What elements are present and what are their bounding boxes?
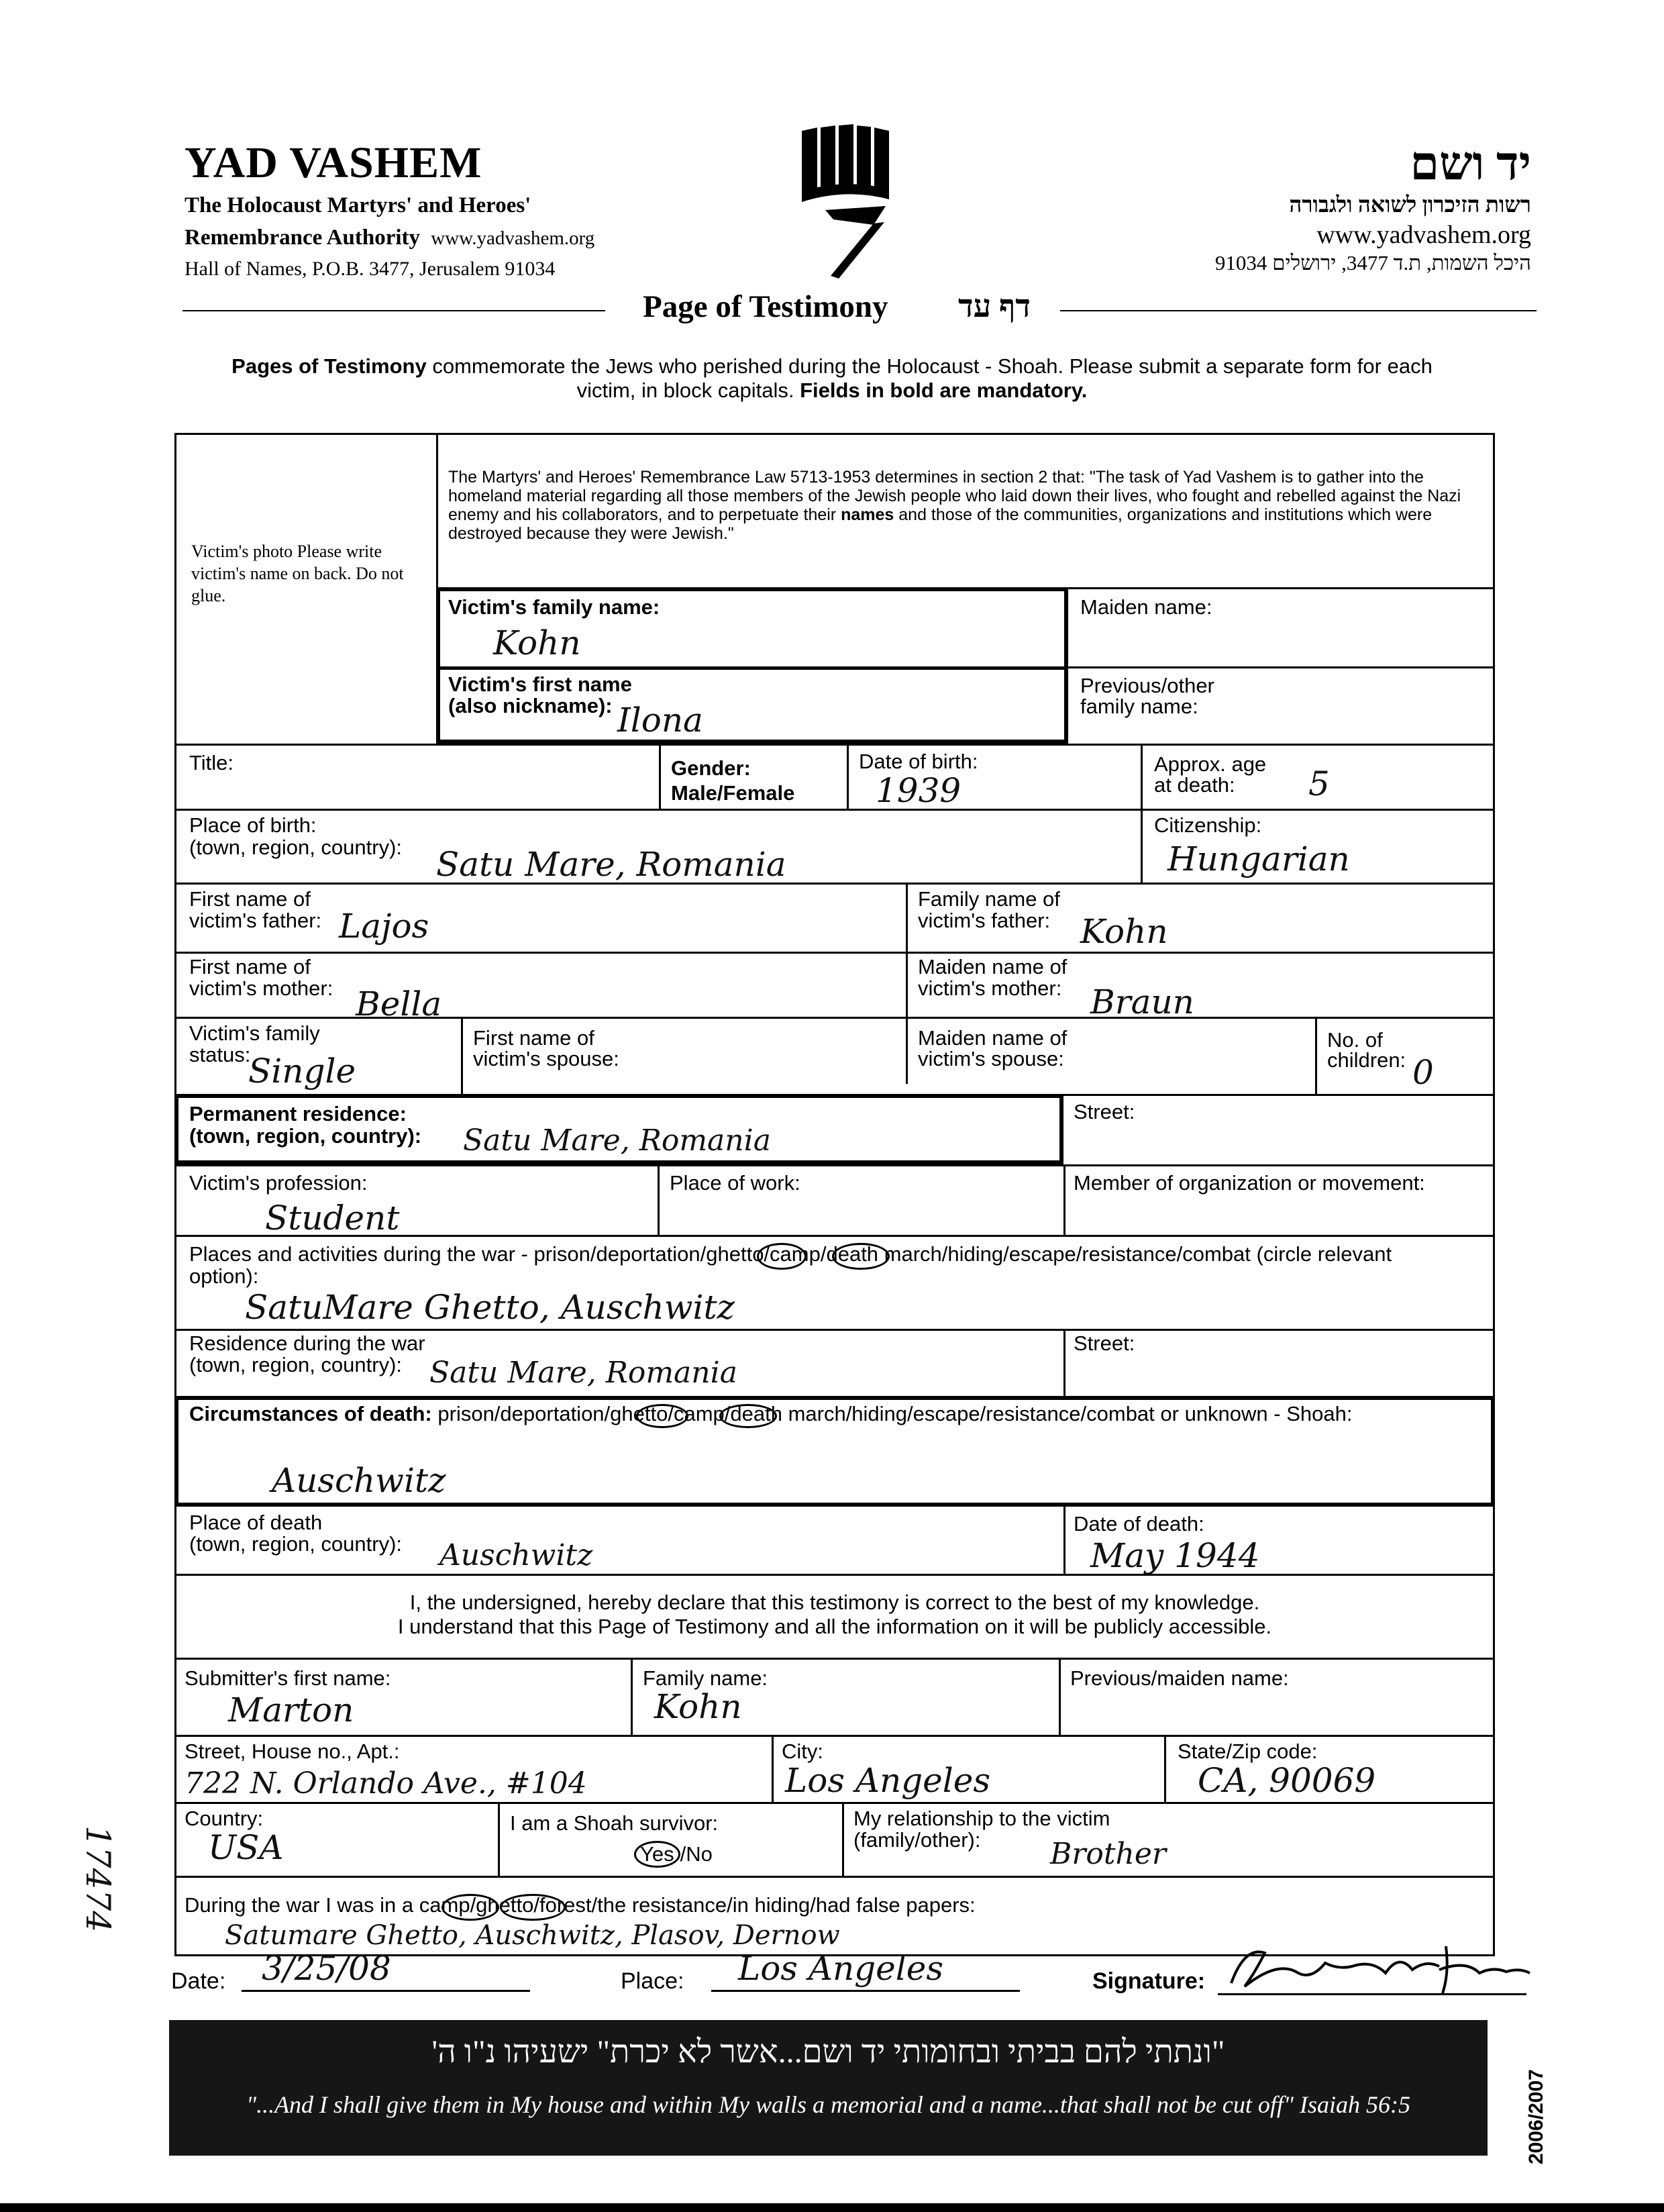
res-war-label-2: (town, region, country):	[189, 1353, 403, 1376]
sub-family-value[interactable]: Kohn	[654, 1687, 742, 1726]
country-value[interactable]: USA	[208, 1828, 284, 1867]
camp-circle-mark	[832, 1243, 890, 1270]
law-text-2: and those of the communities, organizations and institutions which were destroyed because they were Jewish."	[448, 505, 1433, 543]
gender-label-2: Male/Female	[671, 781, 795, 805]
intro-rest-1: commemorate the Jews who perished during the Holocaust - Shoah. Please submit a separate form for each	[426, 354, 1433, 378]
div-sub-prev	[1059, 1658, 1061, 1735]
spouse-first-label-1: First name of	[473, 1026, 594, 1050]
spouse-maiden-label-2: victim's spouse:	[918, 1047, 1064, 1070]
scan-edge	[0, 2203, 1664, 2212]
date-underline	[242, 1990, 530, 1992]
intro-line-2	[168, 379, 1496, 403]
relationship-label-1: My relationship to the victim	[853, 1807, 1110, 1830]
hebrew-address: היכל השמות, ת.ד 3477, ירושלים 91034	[1214, 251, 1531, 274]
date-death-label: Date of death:	[1074, 1512, 1204, 1536]
relationship-value[interactable]: Brother	[1050, 1837, 1166, 1871]
header-rule-left	[183, 310, 605, 311]
div-children	[1315, 1017, 1317, 1094]
form-title: Page of Testimony	[643, 289, 888, 324]
div-date-death	[1063, 1507, 1065, 1574]
ghetto-circle-mark	[757, 1243, 807, 1270]
intro-text	[168, 354, 1496, 403]
div-dob	[847, 744, 849, 809]
row-pob-top	[174, 809, 1495, 811]
div-father	[906, 883, 908, 1084]
prev-family-label-1: Previous/other	[1080, 674, 1214, 697]
country-label: Country:	[185, 1807, 264, 1830]
places-label-2: option):	[189, 1264, 259, 1288]
circ-ghetto-circle-mark	[636, 1404, 688, 1428]
family-name-label: Victim's family name:	[448, 595, 660, 619]
profession-label: Victim's profession:	[189, 1171, 368, 1195]
mother-maiden-value[interactable]: Braun	[1090, 983, 1194, 1021]
street-label: Street:	[1074, 1100, 1135, 1123]
div-age	[1141, 744, 1143, 809]
maiden-row-bottom	[1068, 666, 1495, 668]
place-death-label-1: Place of death	[189, 1511, 323, 1534]
perm-res-value[interactable]: Satu Mare, Romania	[463, 1123, 771, 1158]
during-war-label: During the war I was in a camp/ghetto/forest/the resistance/in hiding/had false papers:	[185, 1893, 976, 1917]
survivor-label: I am a Shoah survivor:	[510, 1811, 719, 1835]
survivor-yes[interactable]: Yes	[634, 1841, 680, 1868]
survivor-options	[634, 1841, 713, 1868]
father-family-label-2: victim's father:	[918, 909, 1051, 932]
law-bold: names	[841, 505, 894, 524]
hebrew-name: יד ושם	[1410, 138, 1531, 190]
footer-hebrew-quote: "ונתתי להם בביתי ובחומותי יד ושם...אשר לא יכרת" ישעיהו נ"ו ה'	[431, 2034, 1225, 2070]
div-sub-family	[631, 1658, 633, 1735]
res-war-value[interactable]: Satu Mare, Romania	[429, 1356, 737, 1390]
div-gender	[659, 744, 661, 809]
city-value[interactable]: Los Angeles	[785, 1761, 991, 1800]
org-address: Hall of Names, P.O.B. 3477, Jerusalem 91034	[185, 258, 556, 280]
law-text-1: The Martyrs' and Heroes' Remembrance Law 5713-1953 determines in section 2 that: "The task of Yad Vashem is to gather into the homeland material regarding all those members of the Jewish people who laid down their lives, who fought and rebelled against the Nazi enemy and his collaborators, and to perpetuate their	[448, 468, 1461, 524]
div-state	[1164, 1735, 1166, 1802]
mother-maiden-label-2: victim's mother:	[918, 976, 1062, 1000]
places-label-1: Places and activities during the war - prison/deportation/ghetto/camp/death march/hiding/escape/resistance/combat (circle relevant	[189, 1242, 1392, 1266]
law-text	[448, 468, 1481, 543]
hebrew-website[interactable]: www.yadvashem.org	[1316, 221, 1531, 249]
mother-first-label-2: victim's mother:	[189, 976, 333, 1000]
places-value[interactable]: SatuMare Ghetto, Auschwitz	[245, 1288, 735, 1327]
perm-res-label-2: (town, region, country):	[189, 1124, 422, 1148]
sub-first-label: Submitter's first name:	[185, 1666, 391, 1690]
div-relationship	[842, 1802, 844, 1876]
member-org-label: Member of organization or movement:	[1074, 1171, 1425, 1195]
footer-english-quote: "...And I shall give them in My house and within My walls a memorial and a name...that shall not be cut off" Isaiah 56:5	[246, 2091, 1411, 2118]
age-label-1: Approx. age	[1154, 752, 1267, 776]
res-war-label-1: Residence during the war	[189, 1331, 425, 1355]
div-work	[658, 1164, 660, 1235]
mother-first-label-1: First name of	[189, 955, 311, 978]
children-label-1: No. of	[1327, 1028, 1383, 1052]
row-declare-top	[174, 1574, 1495, 1576]
street-2-label: Street:	[1074, 1331, 1135, 1355]
mother-maiden-label-1: Maiden name of	[918, 955, 1068, 978]
place-value[interactable]: Los Angeles	[738, 1949, 944, 1988]
row-status-top	[174, 1017, 1495, 1019]
sub-first-value[interactable]: Marton	[228, 1691, 354, 1729]
first-name-value[interactable]: Ilona	[617, 701, 703, 740]
street-house-label: Street, House no., Apt.:	[185, 1740, 400, 1763]
date-value[interactable]: 3/25/08	[262, 1949, 391, 1988]
city-label: City:	[782, 1740, 823, 1763]
declare-line-2: I understand that this Page of Testimony and all the information on it will be publicly accessible.	[397, 1615, 1272, 1638]
street-house-value[interactable]: 722 N. Orlando Ave., #104	[185, 1766, 587, 1801]
org-line-2-text: Remembrance Authority	[185, 225, 421, 250]
hebrew-line-1: רשות הזיכרון לשואה ולגבורה	[1289, 193, 1531, 217]
row-father-top	[174, 883, 1495, 885]
header-rule-right	[1060, 310, 1537, 311]
row-mother-top	[174, 952, 1495, 954]
survivor-sep: /	[680, 1842, 686, 1866]
children-label-2: children:	[1327, 1048, 1406, 1072]
dob-value[interactable]: 1939	[876, 771, 961, 810]
row-street-top	[174, 1735, 1495, 1737]
row-prof-top	[174, 1164, 1495, 1166]
circ-death-value[interactable]: Auschwitz	[272, 1461, 446, 1500]
place-death-value[interactable]: Auschwitz	[439, 1538, 593, 1572]
yad-vashem-logo	[798, 124, 899, 289]
children-value[interactable]: 0	[1412, 1053, 1434, 1092]
circ-bold: Circumstances of death:	[189, 1402, 432, 1425]
row-title-top	[174, 744, 1495, 746]
date-label: Date:	[171, 1968, 226, 1994]
pob-label-1: Place of birth:	[189, 813, 317, 837]
family-name-value[interactable]: Kohn	[493, 623, 581, 662]
declare-line-1: I, the undersigned, hereby declare that this testimony is correct to the best of my knowledge.	[409, 1591, 1260, 1614]
signature-underline	[1218, 1993, 1526, 1995]
div-survivor	[498, 1802, 500, 1876]
org-name: YAD VASHEM	[185, 138, 482, 187]
row-submitter-top	[174, 1658, 1495, 1660]
gender-label-1: Gender:	[671, 756, 751, 780]
row-reswar-top	[174, 1329, 1495, 1331]
pob-value[interactable]: Satu Mare, Romania	[436, 845, 786, 884]
citizenship-value[interactable]: Hungarian	[1167, 840, 1350, 878]
circ-camp-circle-mark	[719, 1404, 777, 1428]
org-line-2	[185, 225, 594, 250]
intro-line-1	[168, 354, 1496, 379]
margin-number: 17474	[79, 1825, 117, 1933]
org-line-1: The Holocaust Martyrs' and Heroes'	[185, 193, 531, 217]
photo-note: Victim's photo Please write victim's name on back. Do not glue.	[191, 542, 404, 605]
father-family-label-1: Family name of	[918, 887, 1060, 911]
div-citizenship	[1141, 809, 1143, 883]
intro-rest-2: victim, in block capitals.	[576, 379, 800, 402]
place-label: Place:	[621, 1968, 684, 1994]
mother-first-value[interactable]: Bella	[356, 985, 442, 1023]
div-member	[1063, 1164, 1065, 1235]
signature-label: Signature:	[1092, 1968, 1206, 1994]
row-during-top	[174, 1876, 1495, 1878]
first-name-label-2: (also nickname):	[448, 694, 613, 717]
div-street-2	[1063, 1329, 1065, 1396]
declaration	[174, 1591, 1495, 1639]
dob-label: Date of birth:	[859, 750, 978, 773]
row-places-top	[174, 1235, 1495, 1237]
family-status-label-1: Victim's family	[189, 1021, 320, 1045]
sub-family-label: Family name:	[643, 1666, 768, 1690]
intro-bold: Pages of Testimony	[231, 354, 427, 378]
spouse-maiden-label-1: Maiden name of	[918, 1026, 1068, 1050]
name-box-mid	[436, 666, 1068, 670]
row-country-top	[174, 1802, 1495, 1804]
place-death-label-2: (town, region, country):	[189, 1532, 403, 1556]
intro-bold-2: Fields in bold are mandatory.	[800, 379, 1088, 402]
profession-value[interactable]: Student	[265, 1199, 400, 1238]
first-name-label-1: Victim's first name	[448, 672, 632, 696]
title-label: Title:	[189, 751, 234, 774]
sub-prev-label: Previous/maiden name:	[1070, 1666, 1289, 1690]
father-family-value[interactable]: Kohn	[1080, 912, 1168, 951]
state-zip-label: State/Zip code:	[1178, 1740, 1318, 1763]
spouse-first-label-2: victim's spouse:	[473, 1047, 619, 1070]
circ-rest: prison/deportation/ghetto/camp/death march/hiding/escape/resistance/combat or unknown - Shoah:	[431, 1402, 1353, 1425]
age-label-2: at death:	[1154, 773, 1235, 797]
pob-label-2: (town, region, country):	[189, 836, 403, 859]
family-status-value[interactable]: Single	[248, 1052, 356, 1091]
during-war-value[interactable]: Satumare Ghetto, Auschwitz, Plasov, Dernow	[225, 1920, 840, 1951]
signature-scribble-icon	[1218, 1933, 1533, 2000]
father-first-label-2: victim's father:	[189, 909, 322, 932]
div-spouse	[461, 1017, 463, 1094]
menorah-logo-icon	[798, 124, 899, 285]
maiden-name-label: Maiden name:	[1080, 595, 1212, 619]
prev-family-label-2: family name:	[1080, 695, 1198, 718]
survivor-no[interactable]: No	[686, 1842, 713, 1866]
place-of-work-label: Place of work:	[670, 1171, 800, 1195]
footer-year: 2006/2007	[1525, 2069, 1547, 2164]
date-death-value[interactable]: May 1944	[1090, 1536, 1260, 1575]
place-underline	[711, 1990, 1020, 1992]
age-value[interactable]: 5	[1308, 764, 1330, 803]
father-first-value[interactable]: Lajos	[339, 907, 429, 946]
family-status-label-2: status:	[189, 1043, 251, 1066]
state-zip-value[interactable]: CA, 90069	[1198, 1761, 1376, 1800]
form-title-hebrew: דף עד	[958, 289, 1031, 324]
father-first-label-1: First name of	[189, 887, 311, 911]
perm-res-label-1: Permanent residence:	[189, 1102, 407, 1125]
citizenship-label: Citizenship:	[1154, 813, 1262, 837]
div-city	[772, 1735, 774, 1802]
relationship-label-2: (family/other):	[853, 1828, 981, 1852]
org-website[interactable]: www.yadvashem.org	[431, 228, 595, 249]
